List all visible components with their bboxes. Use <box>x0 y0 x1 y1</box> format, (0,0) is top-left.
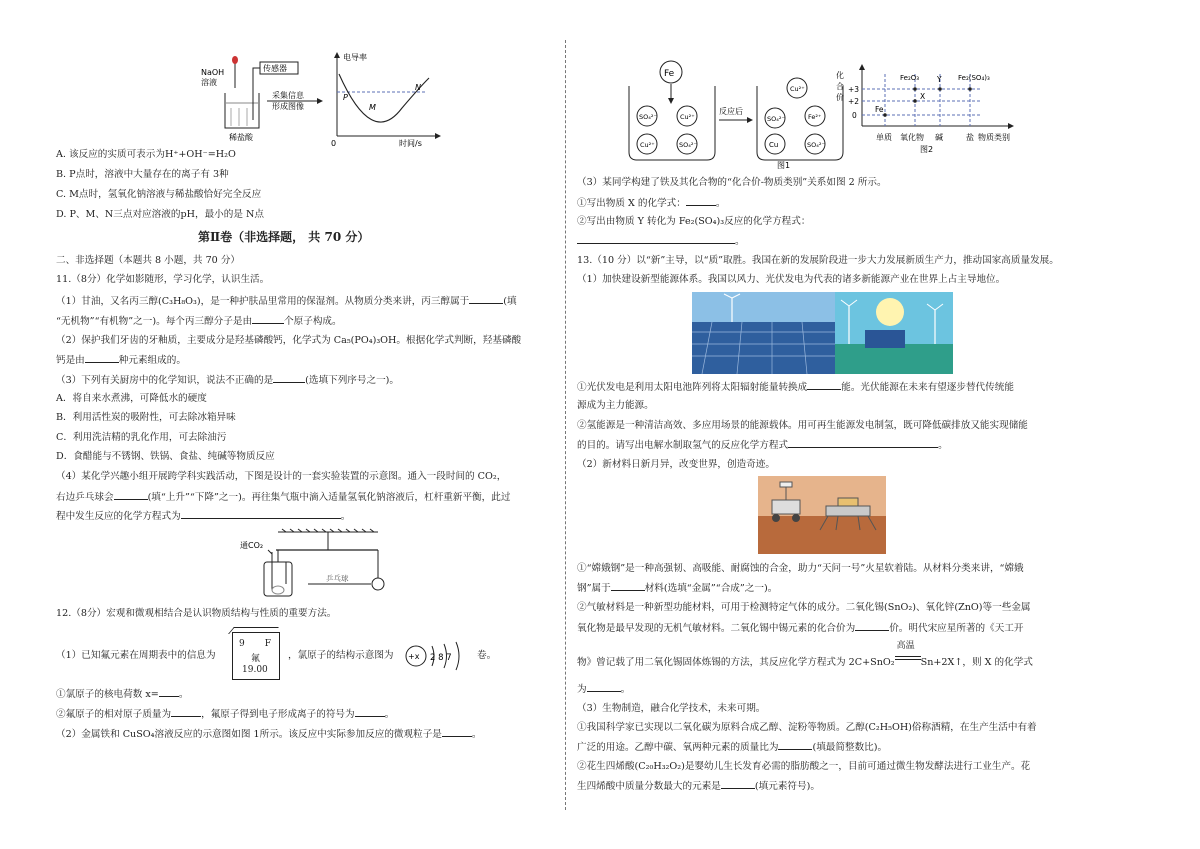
answer-blank[interactable] <box>171 707 201 717</box>
q11-3: （3）下列有关厨房中的化学知识，说法不正确的是 (选填下列序号之一)。 <box>56 375 400 386</box>
element-card <box>232 632 280 680</box>
answer-blank[interactable] <box>721 779 755 789</box>
cat-oxide: 氧化物 <box>900 133 924 142</box>
fe-atom: Fe <box>664 69 675 79</box>
y-title-char: 价 <box>836 93 844 102</box>
answer-blank[interactable] <box>577 234 735 244</box>
co2-label: 通CO₂ <box>240 541 264 550</box>
q13-2a-2: 钢”属于 材料(选填“金属”“合成”之一)。 <box>577 583 778 594</box>
sensor-label: 传感器 <box>263 64 287 73</box>
pt-y: Y <box>937 75 942 84</box>
answer-blank[interactable] <box>85 353 119 363</box>
answer-blank[interactable] <box>788 438 938 448</box>
q13-1a: ①光伏发电是利用太阳电池阵列将太阳辐射能量转换成 能。光伏能源在未来有望逐步替代传统能 <box>577 382 1014 393</box>
pt-x: X <box>920 92 926 101</box>
q13-intro: 13.（10 分）以“新”主导，以“质”取胜。我国在新的发展阶段进一步大力发展新质生产力，推动国家高质量发展。 <box>577 255 1059 266</box>
fig1-caption: 图1 <box>777 161 791 170</box>
solar-wind-photo <box>692 292 835 374</box>
cu2-ion: Cu²⁺ <box>790 85 805 93</box>
acid-label: 稀盐酸 <box>229 133 253 142</box>
valence-type-chart <box>830 64 1025 154</box>
q13-1b: ②氢能源是一种清洁高效、多应用场景的能源载体。用可再生能源发电制氢，既可降低碳排放又能实现储能 <box>577 420 1028 431</box>
q11-1-line1: （1）甘油，又名丙三醇(C₃H₈O₃)，是一种护肤品里常用的保湿剂。从物质分类来讲，丙三醇属于 (填 <box>56 296 517 307</box>
fe2-ion: Fe²⁺ <box>808 113 822 121</box>
fe-cuso4-figure <box>625 58 855 170</box>
q12-c2: ②氟原子的相对原子质量为 ，氟原子得到电子形成离子的符号为 。 <box>56 709 395 720</box>
co2-lever-figure <box>238 528 388 600</box>
cu-atom: Cu <box>769 141 779 149</box>
so4-ion: SO₄²⁻ <box>679 141 697 149</box>
element-symbol: F <box>264 639 271 649</box>
q11-3-option-a: A．将自来水煮沸，可降低水的硬度 <box>56 393 207 404</box>
q13-2a: ①“嫦娥钢”是一种高强韧、高吸能、耐腐蚀的合金，助力“天问一号”火星软着陆。从材料分类来讲，“嫦娥 <box>577 563 1024 574</box>
q13-2b-2: 氧化物是最早发现的无机气敏材料。二氧化锡中锡元素的化合价为 价。明代宋应星所著的《天工开 <box>577 623 1024 634</box>
shell-electrons: 2 8 7 <box>430 653 452 663</box>
cu2-ion: Cu²⁺ <box>680 113 695 121</box>
q12-c1: ①氯原子的核电荷数 x= 。 <box>56 689 189 700</box>
answer-blank[interactable] <box>469 294 503 304</box>
so4-ion: SO₄²⁻ <box>767 115 785 123</box>
cat-element: 单质 <box>876 133 892 142</box>
answer-blank[interactable] <box>778 740 812 750</box>
q11-4-line3: 程中发生反应的化学方程式为 。 <box>56 511 351 522</box>
q13-3b: ②花生四烯酸(C₂₀H₃₂O₂)是婴幼儿生长发育必需的脂肪酸之一，目前可通过微生物发酵法进行工业生产。花 <box>577 761 1031 772</box>
q12-3-2: ②写出由物质 Y 转化为 Fe₂(SO₄)₃反应的化学方程式： <box>577 216 811 227</box>
so4-ion: SO₄²⁻ <box>807 141 825 149</box>
q11-4-line1: （4）某化学兴趣小组开展跨学科实践活动，下图是设计的一套实验装置的示意图。通入一段时间的 CO₂， <box>56 471 507 482</box>
reaction-condition: 高温 <box>895 652 921 665</box>
answer-blank[interactable] <box>587 682 621 692</box>
cat-salt: 盐 <box>966 133 974 142</box>
naoh-label: NaOH <box>201 68 225 77</box>
q13-2b: ②气敏材料是一种新型功能材料，可用于检测特定气体的成分。二氧化锡(SnO₂)、氧化锌(ZnO)等一些金属 <box>577 602 1031 613</box>
right-column <box>575 0 1075 849</box>
mars-rover-photo <box>758 476 886 554</box>
fig2-caption: 图2 <box>920 145 934 154</box>
naoh-label-2: 溶液 <box>201 78 217 87</box>
element-mass: 19.00 <box>242 665 268 675</box>
answer-blank[interactable] <box>159 687 179 697</box>
q10-option-b: B. P点时，溶液中大量存在的离子有 3种 <box>56 169 229 180</box>
answer-blank[interactable] <box>252 314 284 324</box>
q11-1-line2: “无机物”“有机物”之一)。每个丙三醇分子是由 个原子构成。 <box>56 316 342 327</box>
collect-label-2: 形成图像 <box>272 102 304 111</box>
after-reaction-label: 反应后 <box>719 107 743 116</box>
left-column <box>52 0 555 849</box>
cat-base: 碱 <box>935 133 943 142</box>
answer-blank[interactable] <box>181 509 341 519</box>
q11-2-line1: （2）保护我们牙齿的牙釉质，主要成分是羟基磷酸钙，化学式为 Ca₅(PO₄)₃OH。根据化学式判断，羟基磷酸 <box>56 335 522 346</box>
answer-blank[interactable] <box>355 707 385 717</box>
tick-plus3: +3 <box>848 85 860 94</box>
q13-3b-2: 生四烯酸中质量分数最大的元素是 (填元素符号)。 <box>577 781 820 792</box>
y-title-char: 化 <box>836 71 844 80</box>
q10-option-a: A. 该反应的实质可表示为H⁺+OH⁻=H₂O <box>56 149 236 160</box>
answer-blank[interactable] <box>855 621 889 631</box>
pingpong-label: 乒乓球 <box>326 574 349 583</box>
cat-type-label: 物质类别 <box>978 133 1010 142</box>
answer-blank[interactable] <box>611 581 645 591</box>
q13-3a-2: 广泛的用途。乙醇中碳、氧两种元素的质量比为 (填最简整数比)。 <box>577 742 888 753</box>
q11-4-line2: 右边乒乓球会 (填“上升”“下降”之一)。再往集气瓶中滴入适量氢氧化钠溶液后，杠杆重新平衡，此过 <box>56 492 511 503</box>
q13-1a-2: 源成为主力能源。 <box>577 400 654 411</box>
point-m: M <box>369 103 376 112</box>
column-divider <box>565 40 566 810</box>
q12-1-text-2: ，氯原子的结构示意图为 <box>288 650 394 661</box>
pt-fe2so43: Fe₂(SO₄)₃ <box>958 74 990 82</box>
q12-2: （2）金属铁和 CuSO₄溶液反应的示意图如图 1所示。该反应中实际参加反应的微观粒子是 。 <box>56 729 482 740</box>
q13-1b-2: 的目的。请写出电解水制取氢气的反应化学方程式 。 <box>577 440 948 451</box>
q10-option-d: D. P、M、N三点对应溶液的pH，最小的是 N点 <box>56 209 264 220</box>
so4-ion: SO₄²⁻ <box>639 113 657 121</box>
q13-2: （2）新材料日新月异，改变世界，创造奇迹。 <box>577 459 775 470</box>
q11-3-option-d: D．食醋能与不锈钢、铁锅、食盐、纯碱等物质反应 <box>56 451 275 462</box>
cu2-ion: Cu²⁺ <box>640 141 655 149</box>
pt-fe2o3: Fe₂O₃ <box>900 74 920 82</box>
q12-1-tail: 卷。 <box>477 650 497 661</box>
answer-blank[interactable] <box>114 490 148 500</box>
q10-option-c: C. M点时，氢氧化钠溶液与稀盐酸恰好完全反应 <box>56 189 262 200</box>
q11-3-option-c: C．利用洗洁精的乳化作用，可去除油污 <box>56 432 227 443</box>
q12-1-text: （1）已知氟元素在周期表中的信息为 <box>56 650 216 661</box>
graph-x-label: 时间/s <box>399 139 422 148</box>
point-p: P <box>343 93 348 102</box>
answer-blank[interactable] <box>686 196 716 206</box>
part2-title: 第Ⅱ卷（非选择题， 共 70 分） <box>198 230 370 244</box>
q13-2b-4: 为 。 <box>577 684 631 695</box>
element-name: 氟 <box>251 654 261 664</box>
q13-2b-3: 物》曾记载了用二氧化锡固体炼锡的方法，其反应化学方程式为 2C+SnO₂ 高温 Sn+2X↑，则 X 的化学式 <box>577 641 1033 668</box>
titration-figure <box>197 48 447 148</box>
q12-3: （3）某同学构建了铁及其化合物的“化合价-物质类别”关系如图 2 所示。 <box>577 177 887 188</box>
y-title-char: 合 <box>836 82 844 91</box>
section-2-heading: 二、非选择题（本题共 8 小题，共 70 分） <box>56 255 241 266</box>
answer-blank[interactable] <box>273 373 305 383</box>
graph-origin: 0 <box>331 139 337 148</box>
collect-label-1: 采集信息 <box>272 91 304 100</box>
q13-3a: ①我国科学家已实现以二氧化碳为原料合成乙醇、淀粉等物质。乙醇(C₂H₅OH)俗称酒精，在生产生活中有着 <box>577 722 1037 733</box>
point-n: N <box>415 83 421 92</box>
q12-intro: 12.（8分）宏观和微观相结合是认识物质结构与性质的重要方法。 <box>56 608 337 619</box>
green-energy-photo <box>835 292 953 374</box>
q11-intro: 11.（8分）化学如影随形，学习化学，认识生活。 <box>56 274 270 285</box>
answer-blank[interactable] <box>807 380 841 390</box>
q11-2-line2: 钙是由 种元素组成的。 <box>56 355 186 366</box>
q11-3-option-b: B．利用活性炭的吸附性，可去除冰箱异味 <box>56 412 236 423</box>
q12-3-2-answer: 。 <box>577 234 745 248</box>
nucleus-label: +x <box>408 652 420 661</box>
graph-y-label: 电导率 <box>343 53 367 62</box>
q12-3-1: ①写出物质 X 的化学式： 。 <box>577 198 726 209</box>
tick-plus2: +2 <box>848 97 860 106</box>
q13-1: （1）加快建设新型能源体系。我国以风力、光伏发电为代表的诸多新能源产业在世界上占主导地位。 <box>577 274 1006 285</box>
pt-fe: Fe <box>875 105 884 114</box>
answer-blank[interactable] <box>442 727 472 737</box>
chlorine-atom-diagram <box>404 638 474 674</box>
q13-3: （3）生物制造，融合化学技术，未来可期。 <box>577 703 766 714</box>
element-number: 9 <box>239 639 245 649</box>
tick-zero: 0 <box>852 111 857 120</box>
